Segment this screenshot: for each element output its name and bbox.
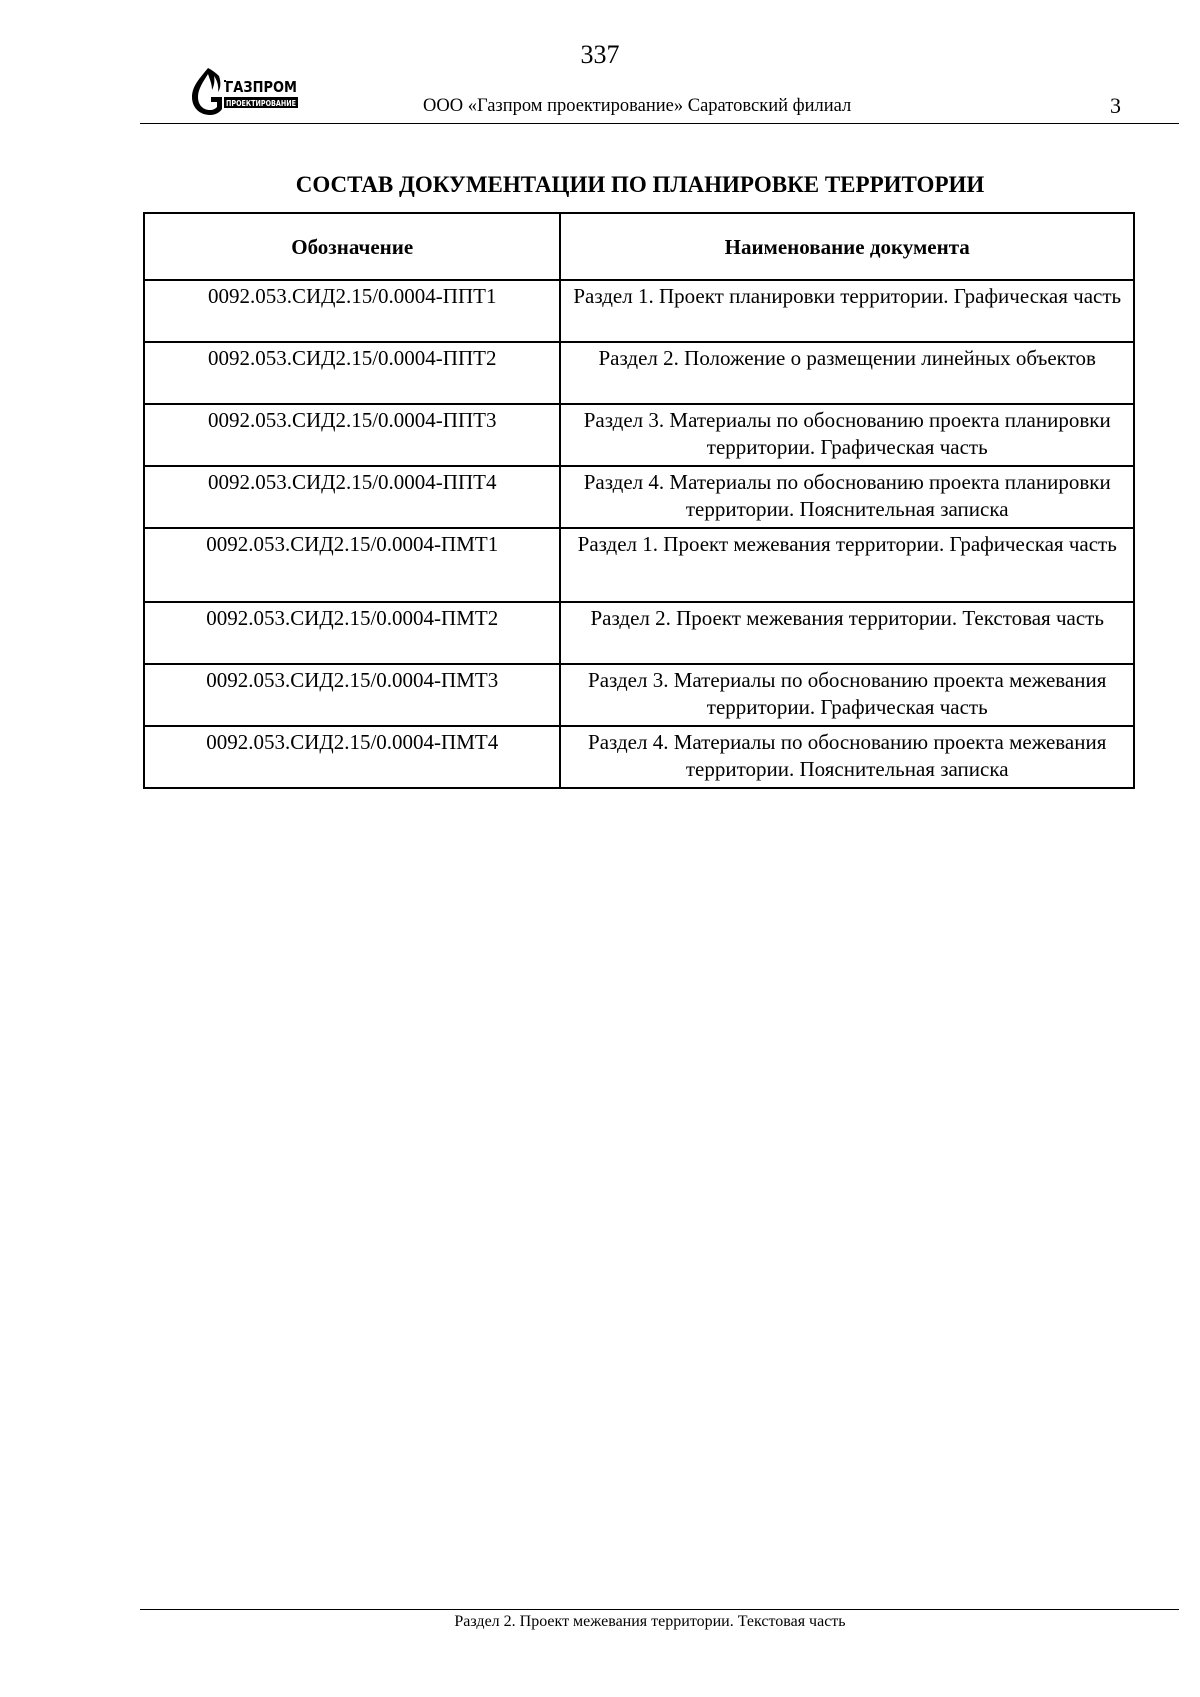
- gazprom-flame-icon: [186, 64, 298, 118]
- document-name: Раздел 1. Проект планировки территории. Графическая часть: [560, 280, 1134, 342]
- table-row: [144, 404, 1134, 466]
- document-name: Раздел 1. Проект межевания территории. Графическая часть: [560, 528, 1134, 602]
- document-code: 0092.053.СИД2.15/0.0004-ППТ3: [144, 404, 560, 466]
- table-row: [144, 466, 1134, 528]
- document-code: 0092.053.СИД2.15/0.0004-ППТ1: [144, 280, 560, 342]
- document-name: Раздел 4. Материалы по обоснованию проекта межевания территории. Пояснительная записка: [560, 726, 1134, 788]
- document-name: Раздел 3. Материалы по обоснованию проекта межевания территории. Графическая часть: [560, 664, 1134, 726]
- document-name: Раздел 2. Проект межевания территории. Текстовая часть: [560, 602, 1134, 664]
- sheet-number: 3: [1110, 93, 1121, 118]
- column-header-code: Обозначение: [144, 213, 560, 280]
- header-divider: [140, 123, 1179, 124]
- footer-section-title: Раздел 2. Проект межевания территории. Текстовая часть: [454, 1613, 846, 1630]
- document-code: 0092.053.СИД2.15/0.0004-ПМТ2: [144, 602, 560, 664]
- table-row: [144, 664, 1134, 726]
- table-row: [144, 280, 1134, 342]
- documentation-table: [143, 212, 1135, 789]
- table-row: [144, 528, 1134, 602]
- document-name: Раздел 2. Положение о размещении линейных объектов: [560, 342, 1134, 404]
- document-name: Раздел 4. Материалы по обоснованию проекта планировки территории. Пояснительная записка: [560, 466, 1134, 528]
- table-row: [144, 602, 1134, 664]
- document-code: 0092.053.СИД2.15/0.0004-ПМТ1: [144, 528, 560, 602]
- table-header-row: [144, 213, 1134, 280]
- document-name: Раздел 3. Материалы по обоснованию проекта планировки территории. Графическая часть: [560, 404, 1134, 466]
- logo-text-top: ГАЗПРОМ: [225, 78, 297, 96]
- document-title: СОСТАВ ДОКУМЕНТАЦИИ ПО ПЛАНИРОВКЕ ТЕРРИТОРИИ: [295, 172, 985, 197]
- page-number: 337: [580, 40, 620, 69]
- document-code: 0092.053.СИД2.15/0.0004-ПМТ4: [144, 726, 560, 788]
- document-code: 0092.053.СИД2.15/0.0004-ППТ4: [144, 466, 560, 528]
- table-row: [144, 726, 1134, 788]
- gazprom-logo: [186, 64, 298, 118]
- document-code: 0092.053.СИД2.15/0.0004-ППТ2: [144, 342, 560, 404]
- document-code: 0092.053.СИД2.15/0.0004-ПМТ3: [144, 664, 560, 726]
- footer-divider: [140, 1609, 1179, 1610]
- logo-text-bottom: ПРОЕКТИРОВАНИЕ: [226, 99, 296, 108]
- table-row: [144, 342, 1134, 404]
- header-organization: ООО «Газпром проектирование» Саратовский филиал: [423, 96, 852, 116]
- column-header-name: Наименование документа: [560, 213, 1134, 280]
